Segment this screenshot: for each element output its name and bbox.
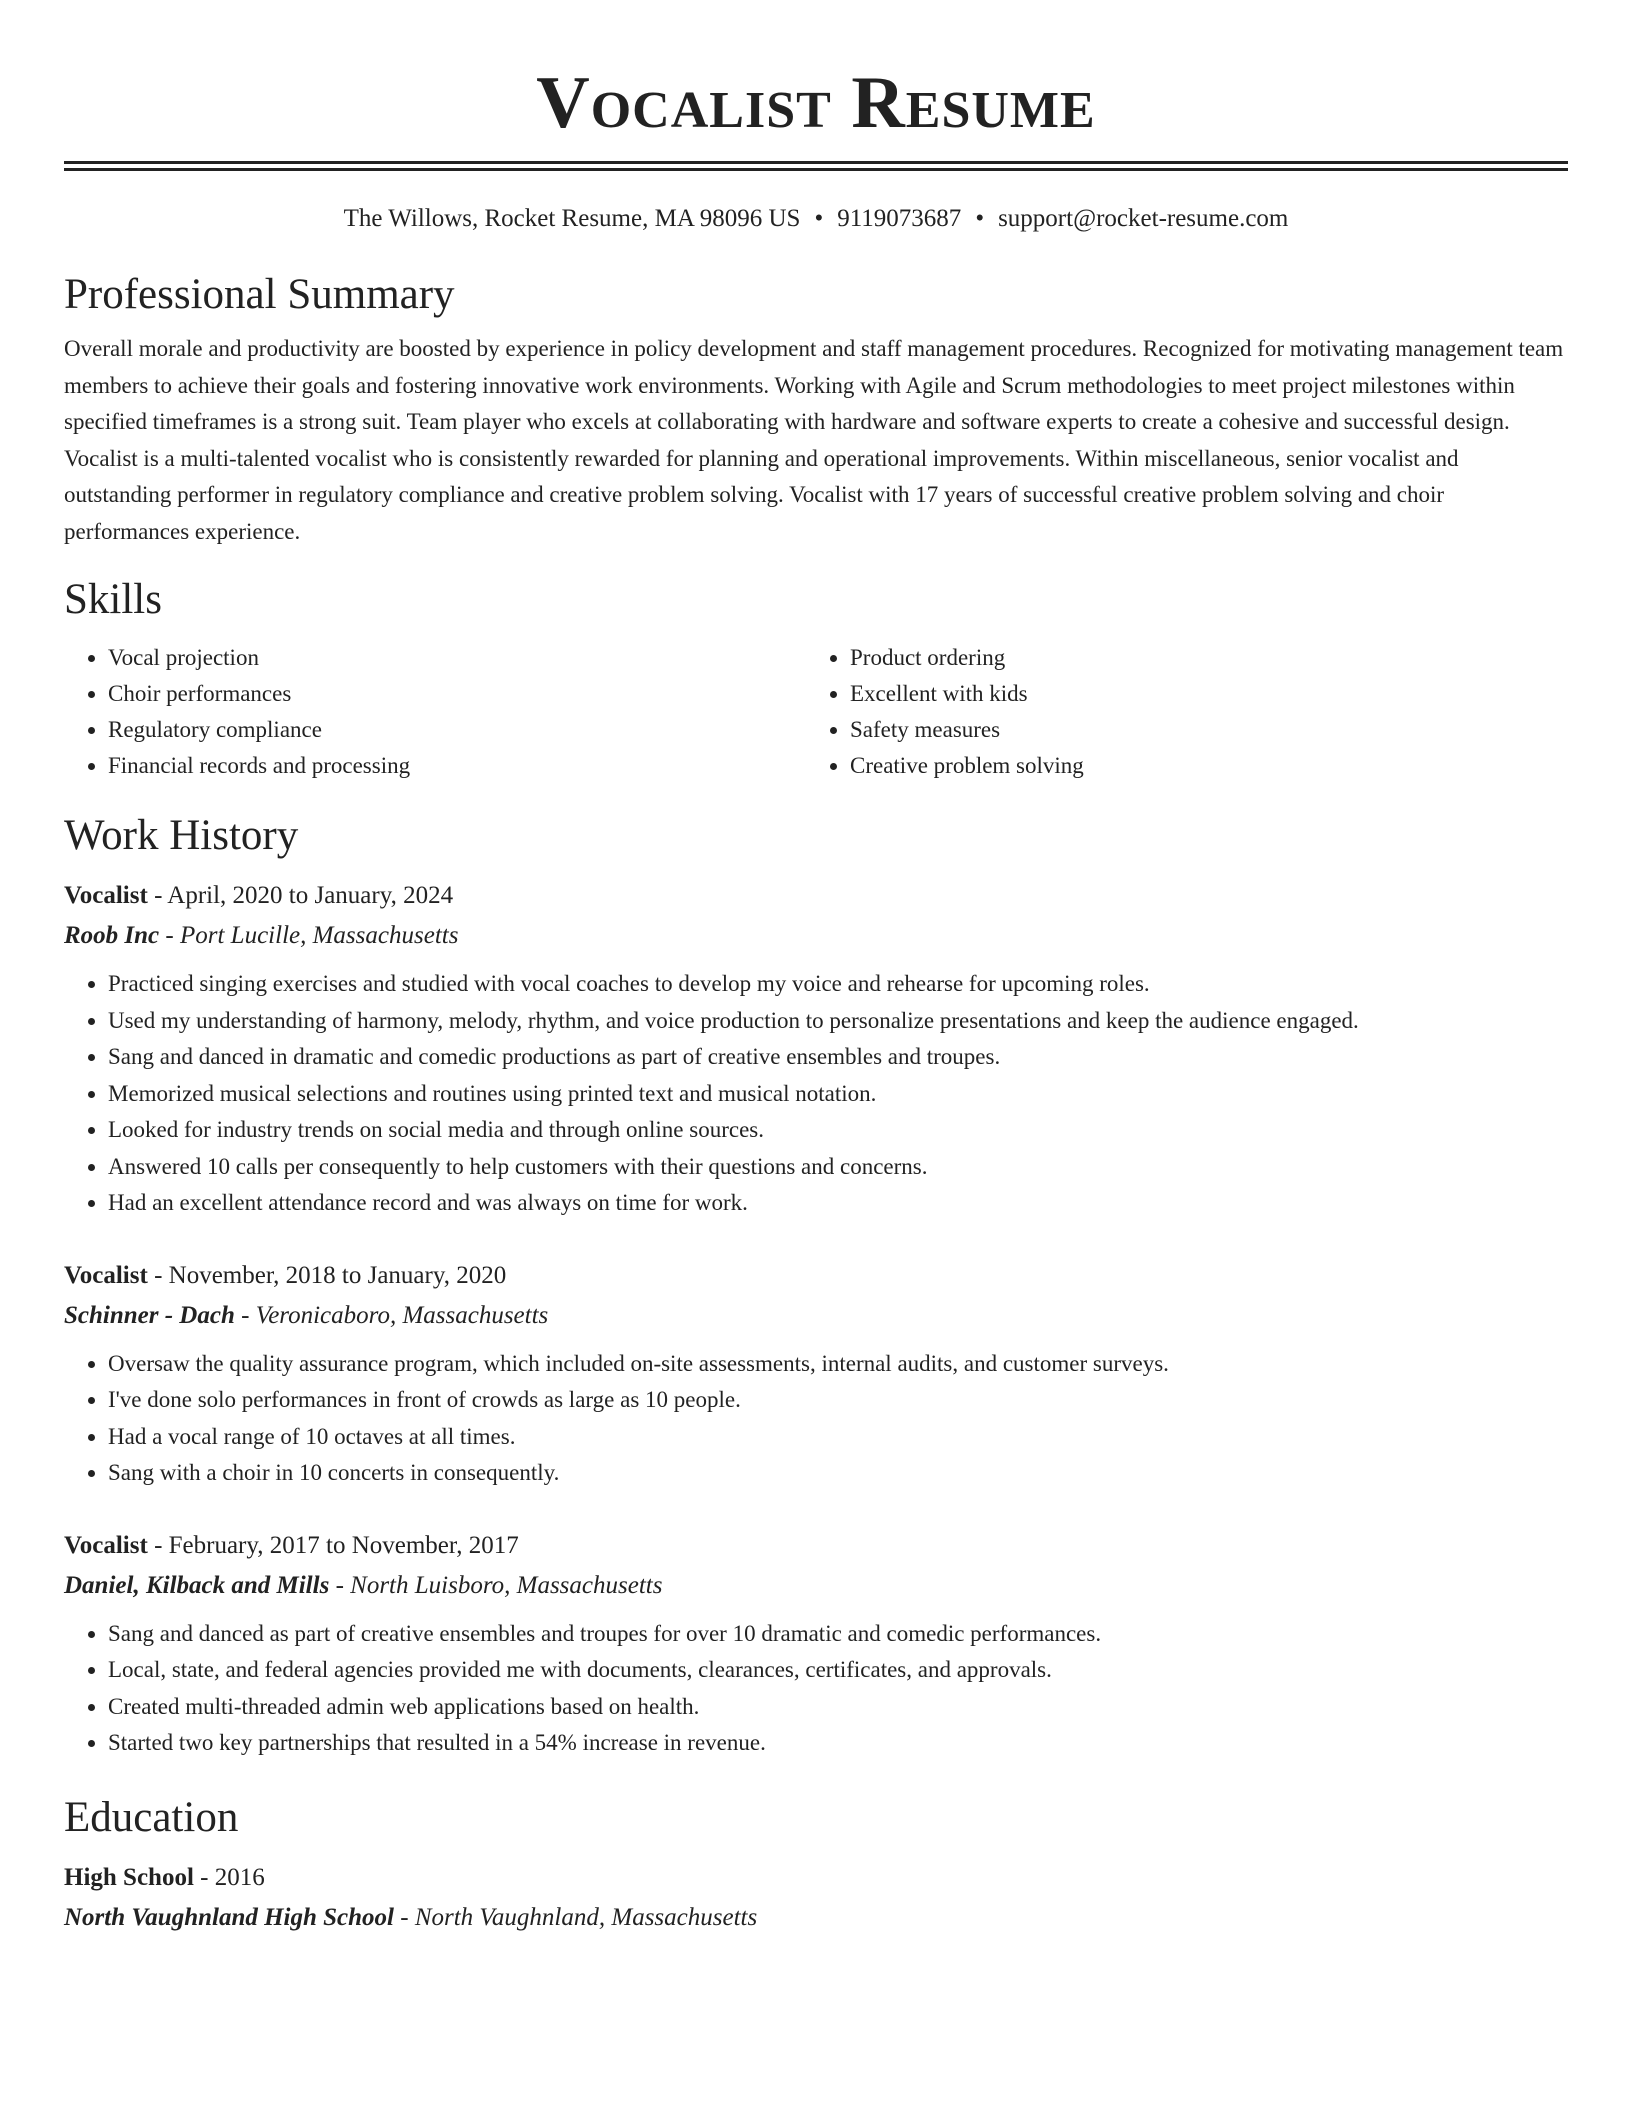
job-company-line	[64, 916, 1568, 956]
skills-heading: Skills	[64, 576, 162, 623]
job-bullet: • I've done solo performances in front of crowds as large as 10 people.	[108, 1382, 1568, 1419]
job-dates: - November, 2018 to January, 2020	[147, 1261, 507, 1289]
job-company: Schinner - Dach	[64, 1301, 235, 1329]
job-entry	[64, 1256, 1568, 1492]
job-bullet: • Answered 10 calls per consequently to help customers with their questions and concerns.	[108, 1149, 1568, 1186]
job-company: Roob Inc	[64, 922, 160, 949]
job-bullet: • Sang and danced as part of creative ensembles and troupes for over 10 dramatic and comedic performances.	[108, 1616, 1568, 1653]
skill-item: • Creative problem solving	[850, 748, 1548, 784]
job-bullet: • Sang with a choir in 10 concerts in consequently.	[108, 1455, 1568, 1492]
job-title-line	[64, 1256, 1568, 1296]
school-location: - North Vaughnland, Massachusetts	[394, 1903, 758, 1931]
job-location: - North Luisboro, Massachusetts	[329, 1571, 663, 1599]
job-bullets	[64, 966, 1568, 1222]
skill-item: • Financial records and processing	[108, 748, 806, 784]
job-bullet: • Oversaw the quality assurance program, which included on-site assessments, internal audits, and customer surveys.	[108, 1346, 1568, 1383]
job-title-line	[64, 1526, 1568, 1566]
education-entry	[64, 1858, 1568, 1938]
contact-address: The Willows, Rocket Resume, MA 98096 US	[343, 205, 801, 232]
skill-item: • Safety measures	[850, 712, 1548, 748]
skill-item: • Choir performances	[108, 676, 806, 712]
job-bullet: • Memorized musical selections and routines using printed text and musical notation.	[108, 1076, 1568, 1113]
job-bullet: • Created multi-threaded admin web applications based on health.	[108, 1689, 1568, 1726]
job-bullets	[64, 1616, 1568, 1762]
job-bullet: • Local, state, and federal agencies provided me with documents, clearances, certificates, and approvals.	[108, 1652, 1568, 1689]
skill-item: • Excellent with kids	[850, 676, 1548, 712]
contact-separator: •	[814, 205, 824, 232]
job-company-line	[64, 1296, 1568, 1336]
skill-item: • Product ordering	[850, 640, 1548, 676]
job-title: Vocalist	[64, 882, 148, 909]
skill-item: • Vocal projection	[108, 640, 806, 676]
degree-line	[64, 1858, 1568, 1898]
degree: High School	[64, 1863, 194, 1891]
title-divider	[64, 161, 1568, 171]
work-history-heading: Work History	[64, 812, 299, 859]
job-bullet: • Sang and danced in dramatic and comedic productions as part of creative ensembles and troupes.	[108, 1039, 1568, 1076]
job-bullet: • Practiced singing exercises and studied with vocal coaches to develop my voice and rehearse for upcoming roles.	[108, 966, 1568, 1003]
contact-separator: •	[975, 205, 985, 232]
job-title: Vocalist	[64, 1531, 148, 1559]
job-bullet: • Used my understanding of harmony, melody, rhythm, and voice production to personalize presentations and keep the audience engaged.	[108, 1003, 1568, 1040]
contact-email: support@rocket-resume.com	[998, 205, 1289, 232]
contact-line	[64, 203, 1568, 235]
graduation-year: - 2016	[193, 1863, 265, 1891]
job-location: - Port Lucille, Massachusetts	[159, 922, 459, 949]
summary-text: Overall morale and productivity are boosted by experience in policy development and staff management procedures. Recognized for motivating management team members to achieve their goals and fostering innovative work environments. Working with Agile and Scrum methodologies to meet project milestones within specified timeframes is a strong suit. Team player who excels at collaborating with hardware and software experts to create a cohesive and successful design. Vocalist is a multi-talented vocalist who is consistently rewarded for planning and operational improvements. Within miscellaneous, senior vocalist and outstanding performer in regulatory compliance and creative problem solving. Vocalist with 17 years of successful creative problem solving and choir performances experience.	[64, 336, 1564, 544]
job-bullet: • Had an excellent attendance record and was always on time for work.	[108, 1185, 1568, 1222]
school-line	[64, 1898, 1568, 1938]
job-bullets	[64, 1346, 1568, 1492]
job-location: - Veronicaboro, Massachusetts	[234, 1301, 549, 1329]
skills-list-left	[64, 640, 806, 784]
job-bullet: • Started two key partnerships that resulted in a 54% increase in revenue.	[108, 1725, 1568, 1762]
job-title-line	[64, 876, 1568, 916]
job-entry	[64, 1526, 1568, 1762]
school-name: North Vaughnland High School	[64, 1903, 394, 1931]
job-bullet: • Looked for industry trends on social media and through online sources.	[108, 1112, 1568, 1149]
job-dates: - April, 2020 to January, 2024	[147, 882, 454, 909]
skills-list-right	[806, 640, 1548, 784]
job-bullet: • Had a vocal range of 10 octaves at all times.	[108, 1419, 1568, 1456]
job-dates: - February, 2017 to November, 2017	[147, 1531, 519, 1559]
resume-title: Vocalist Resume	[536, 62, 1096, 144]
job-company-line	[64, 1566, 1568, 1606]
skills-columns	[64, 640, 1568, 784]
contact-phone: 9119073687	[837, 205, 962, 232]
education-heading: Education	[64, 1793, 239, 1841]
job-title: Vocalist	[64, 1261, 148, 1289]
summary-heading: Professional Summary	[64, 271, 455, 318]
job-entry	[64, 876, 1568, 1222]
job-company: Daniel, Kilback and Mills	[64, 1571, 330, 1599]
skill-item: • Regulatory compliance	[108, 712, 806, 748]
